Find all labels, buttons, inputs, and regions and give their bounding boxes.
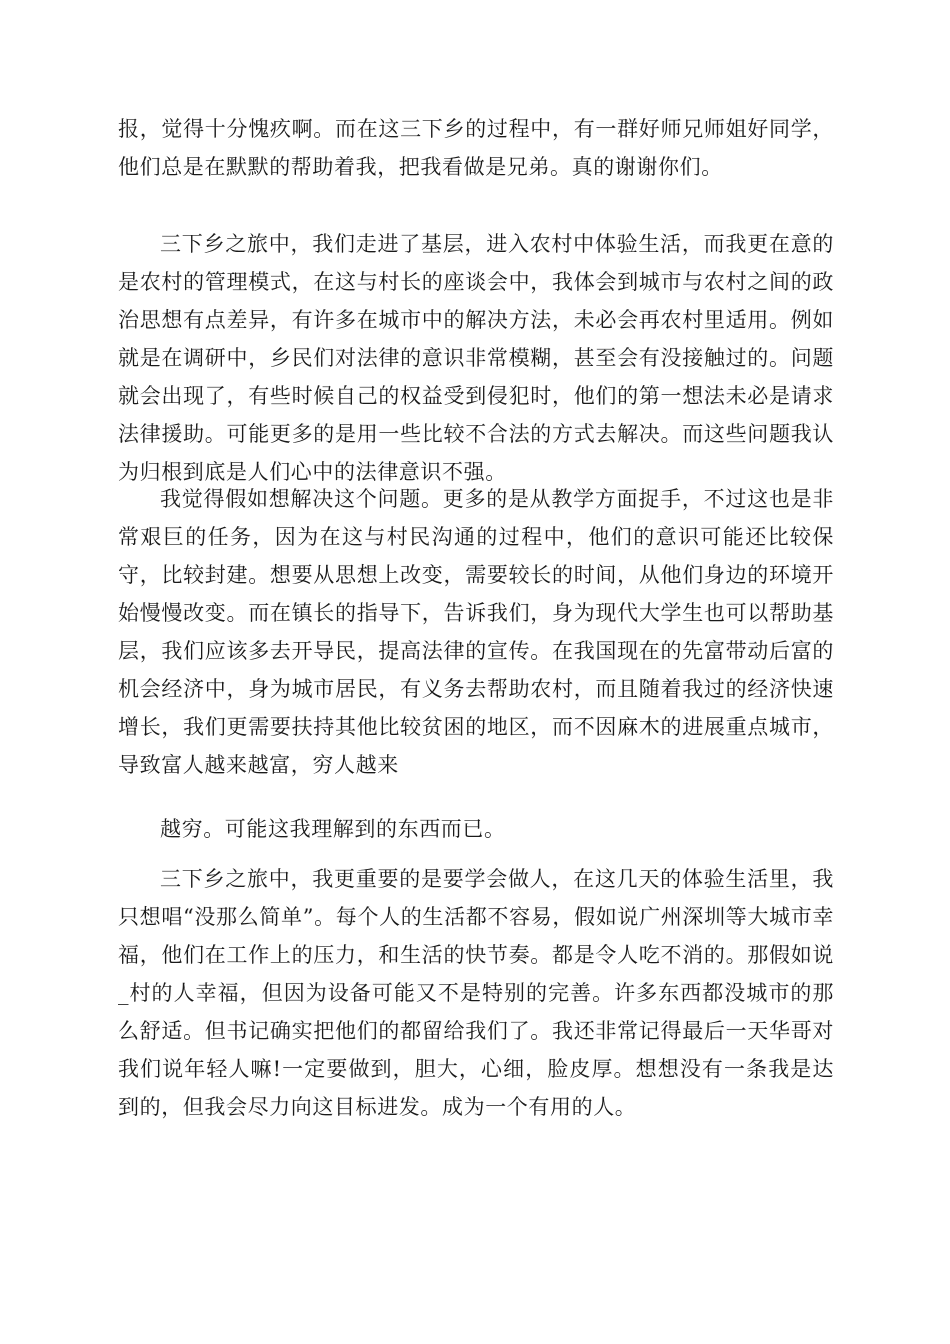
paragraph-block-5 (118, 860, 834, 1126)
paragraph-3: 我觉得假如想解决这个问题。更多的是从教学方面捉手，不过这也是非常艰巨的任务，因为在这与村民沟通的过程中，他们的意识可能还比较保守，比较封建。想要从思想上改变，需要较长的时间，从他们身边的环境开始慢慢改变。而在镇长的指导下，告诉我们，身为现代大学生也可以帮助基层，我们应该多去开导民，提高法律的宣传。在我国现在的先富带动后富的机会经济中，身为城市居民，有义务去帮助农村，而且随着我过的经济快速增长，我们更需要扶持其他比较贫困的地区，而不因麻木的进展重点城市，导致富人越来越富，穷人越来 (118, 487, 834, 777)
paragraph-2: 三下乡之旅中，我们走进了基层，进入农村中体验生活，而我更在意的是农村的管理模式，在这与村长的座谈会中，我体会到城市与农村之间的政治思想有点差异，有许多在城市中的解决方法，未必会再农村里适用。例如就是在调研中，乡民们对法律的意识非常模糊，甚至会有没接触过的。问题就会出现了，有些时候自己的权益受到侵犯时，他们的第一想法未必是请求法律援助。可能更多的是用一些比较不合法的方式去解决。而这些问题我认为归根到底是人们心中的法律意识不强。 (118, 232, 834, 484)
paragraph-continuation (118, 110, 834, 186)
paragraph-5: 三下乡之旅中，我更重要的是要学会做人，在这几天的体验生活里，我只想唱“没那么简单”。每个人的生活都不容易，假如说广州深圳等大城市幸福，他们在工作上的压力，和生活的快节奏。都是令人吃不消的。那假如说_村的人幸福，但因为设备可能又不是特别的完善。许多东西都没城市的那么舒适。但书记确实把他们的都留给我们了。我还非常记得最后一天华哥对我们说年轻人嘛!一定要做到，胆大，心细，脸皮厚。想想没有一条我是达到的，但我会尽力向这目标进发。成为一个有用的人。 (118, 867, 834, 1119)
paragraph-4: 越穷。可能这我理解到的东西而已。 (160, 817, 506, 841)
paragraph-1: 报，觉得十分愧疚啊。而在这三下乡的过程中，有一群好师兄师姐好同学，他们总是在默默的帮助着我，把我看做是兄弟。真的谢谢你们。 (118, 117, 834, 179)
paragraph-block-3 (118, 480, 834, 784)
paragraph-block-2 (118, 225, 834, 491)
paragraph-block-4 (118, 810, 834, 848)
